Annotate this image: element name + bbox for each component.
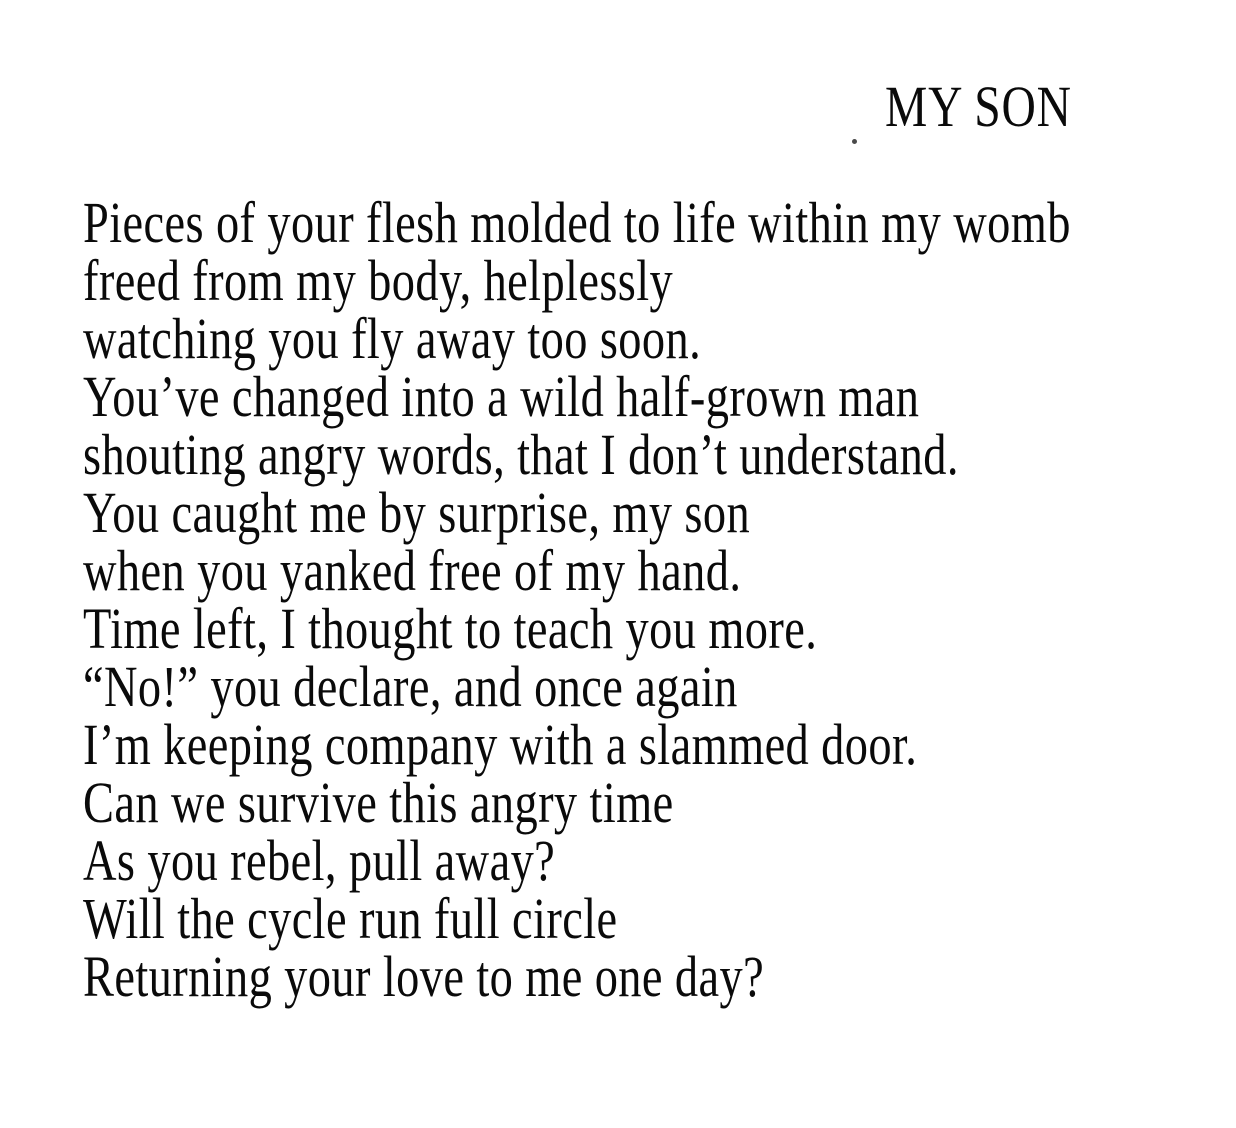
poem-line: Will the cycle run full circle [83,886,618,951]
scan-artifact-dot [852,139,857,144]
poem-line: As you rebel, pull away? [83,828,556,893]
poem-line: when you yanked free of my hand. [83,538,742,603]
poem-body [83,190,1071,1009]
poem-title: MY SON [885,74,1072,139]
poem-line: Pieces of your flesh molded to life within my womb [83,190,1071,255]
poem-line: Can we survive this angry time [83,770,674,835]
poem-line: Time left, I thought to teach you more. [83,596,818,661]
poem-line: shouting angry words, that I don’t understand. [83,422,959,487]
poem-line: watching you fly away too soon. [83,306,702,371]
poem-line: “No!” you declare, and once again [83,654,738,719]
poem-line: You caught me by surprise, my son [83,480,751,545]
poem-line: You’ve changed into a wild half-grown man [83,364,920,429]
poem-line: Returning your love to me one day? [83,944,765,1009]
poem-line: I’m keeping company with a slammed door. [83,712,918,777]
poem-line: freed from my body, helplessly [83,248,674,313]
